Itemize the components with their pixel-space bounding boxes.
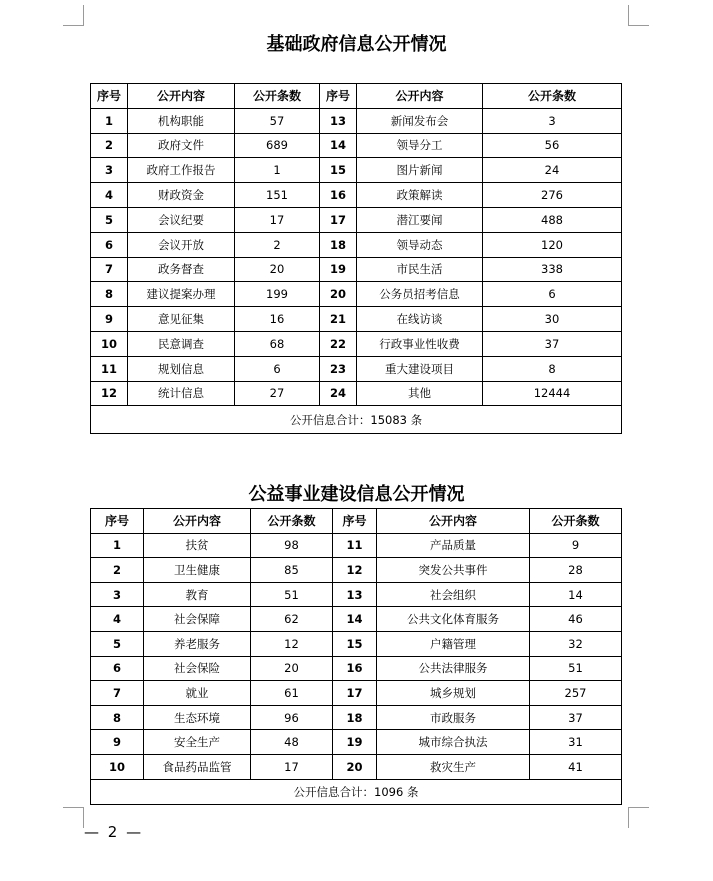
table-cell: 13 xyxy=(320,108,357,133)
table-cell: 7 xyxy=(91,681,144,706)
public-welfare-info-table xyxy=(90,508,622,805)
table-cell: 37 xyxy=(483,331,622,356)
table-cell: 338 xyxy=(483,257,622,282)
table-cell: 51 xyxy=(251,582,333,607)
table-cell: 4 xyxy=(91,607,144,632)
column-header: 公开条数 xyxy=(483,84,622,109)
table-cell: 4 xyxy=(91,183,128,208)
table-cell: 9 xyxy=(530,533,622,558)
table-cell: 199 xyxy=(235,282,320,307)
table-cell: 12444 xyxy=(483,381,622,406)
table-cell: 1 xyxy=(91,108,128,133)
table-cell: 18 xyxy=(320,232,357,257)
table-cell: 救灾生产 xyxy=(377,754,530,779)
table-cell: 9 xyxy=(91,307,128,332)
table-cell: 68 xyxy=(235,331,320,356)
table-cell: 财政资金 xyxy=(128,183,235,208)
table-cell: 7 xyxy=(91,257,128,282)
table-cell: 社会保障 xyxy=(144,607,251,632)
table-cell: 生态环境 xyxy=(144,705,251,730)
table-cell: 98 xyxy=(251,533,333,558)
table-cell: 公共法律服务 xyxy=(377,656,530,681)
table-cell: 11 xyxy=(91,356,128,381)
table-cell: 政府文件 xyxy=(128,133,235,158)
table-cell: 23 xyxy=(320,356,357,381)
table-cell: 公务员招考信息 xyxy=(357,282,483,307)
table-cell: 2 xyxy=(91,133,128,158)
table-cell: 意见征集 xyxy=(128,307,235,332)
table-cell: 61 xyxy=(251,681,333,706)
table-cell: 13 xyxy=(333,582,377,607)
table-cell: 就业 xyxy=(144,681,251,706)
crop-mark-bottom-left xyxy=(63,807,84,828)
table-cell: 建议提案办理 xyxy=(128,282,235,307)
table-cell: 31 xyxy=(530,730,622,755)
column-header: 公开内容 xyxy=(377,509,530,534)
gov-info-table xyxy=(90,83,622,434)
page-number-value: 2 xyxy=(107,823,120,841)
table-cell: 在线访谈 xyxy=(357,307,483,332)
table-cell: 安全生产 xyxy=(144,730,251,755)
table-cell: 8 xyxy=(483,356,622,381)
table-cell: 19 xyxy=(320,257,357,282)
table-cell: 8 xyxy=(91,282,128,307)
table-row xyxy=(91,257,622,282)
table-row xyxy=(91,730,622,755)
table-cell: 新闻发布会 xyxy=(357,108,483,133)
table-cell: 市政服务 xyxy=(377,705,530,730)
table-cell: 14 xyxy=(333,607,377,632)
table-cell: 城乡规划 xyxy=(377,681,530,706)
table-cell: 教育 xyxy=(144,582,251,607)
table-row xyxy=(91,331,622,356)
table-cell: 卫生健康 xyxy=(144,558,251,583)
total-row xyxy=(91,406,622,434)
table-row xyxy=(91,307,622,332)
table-cell: 6 xyxy=(483,282,622,307)
table-cell: 24 xyxy=(320,381,357,406)
table-row xyxy=(91,631,622,656)
table-cell: 56 xyxy=(483,133,622,158)
table-cell: 17 xyxy=(320,207,357,232)
table-cell: 2 xyxy=(235,232,320,257)
table-cell: 社会保险 xyxy=(144,656,251,681)
table-cell: 17 xyxy=(251,754,333,779)
table-row xyxy=(91,754,622,779)
table-cell: 潜江要闻 xyxy=(357,207,483,232)
table-cell: 17 xyxy=(333,681,377,706)
table-cell: 产品质量 xyxy=(377,533,530,558)
column-header: 序号 xyxy=(320,84,357,109)
table-cell: 食品药品监管 xyxy=(144,754,251,779)
crop-mark-bottom-right xyxy=(628,807,649,828)
table-cell: 96 xyxy=(251,705,333,730)
header-row xyxy=(91,84,622,109)
table-cell: 20 xyxy=(333,754,377,779)
table-row xyxy=(91,582,622,607)
table-cell: 会议纪要 xyxy=(128,207,235,232)
table-cell: 21 xyxy=(320,307,357,332)
column-header: 公开条数 xyxy=(530,509,622,534)
table-row xyxy=(91,533,622,558)
table-cell: 1 xyxy=(91,533,144,558)
table-cell: 22 xyxy=(320,331,357,356)
table-cell: 11 xyxy=(333,533,377,558)
table-cell: 12 xyxy=(333,558,377,583)
column-header: 公开内容 xyxy=(128,84,235,109)
table-cell: 行政事业性收费 xyxy=(357,331,483,356)
table-cell: 机构职能 xyxy=(128,108,235,133)
table-cell: 养老服务 xyxy=(144,631,251,656)
table-cell: 32 xyxy=(530,631,622,656)
table-cell: 276 xyxy=(483,183,622,208)
total-row xyxy=(91,779,622,804)
table-cell: 85 xyxy=(251,558,333,583)
table-cell: 37 xyxy=(530,705,622,730)
table-2-title: 公益事业建设信息公开情况 xyxy=(248,484,465,505)
table-cell: 领导动态 xyxy=(357,232,483,257)
table-row xyxy=(91,108,622,133)
table-cell: 488 xyxy=(483,207,622,232)
table-cell: 统计信息 xyxy=(128,381,235,406)
table-cell: 48 xyxy=(251,730,333,755)
table-cell: 20 xyxy=(251,656,333,681)
table-cell: 20 xyxy=(320,282,357,307)
table-cell: 社会组织 xyxy=(377,582,530,607)
table-cell: 57 xyxy=(235,108,320,133)
table-cell: 其他 xyxy=(357,381,483,406)
header-row xyxy=(91,509,622,534)
table-cell: 扶贫 xyxy=(144,533,251,558)
table-cell: 突发公共事件 xyxy=(377,558,530,583)
table-cell: 12 xyxy=(251,631,333,656)
table-row xyxy=(91,158,622,183)
column-header: 公开条数 xyxy=(251,509,333,534)
table-cell: 民意调查 xyxy=(128,331,235,356)
table-cell: 图片新闻 xyxy=(357,158,483,183)
table-row xyxy=(91,133,622,158)
table-row xyxy=(91,232,622,257)
table-cell: 政策解读 xyxy=(357,183,483,208)
table-row xyxy=(91,282,622,307)
table-cell: 户籍管理 xyxy=(377,631,530,656)
table-cell: 17 xyxy=(235,207,320,232)
table-cell: 18 xyxy=(333,705,377,730)
column-header: 公开内容 xyxy=(144,509,251,534)
table-row xyxy=(91,681,622,706)
table-cell: 9 xyxy=(91,730,144,755)
column-header: 序号 xyxy=(333,509,377,534)
column-header: 公开条数 xyxy=(235,84,320,109)
table-cell: 5 xyxy=(91,207,128,232)
table-cell: 46 xyxy=(530,607,622,632)
table-1-title: 基础政府信息公开情况 xyxy=(266,34,447,55)
total-cell: 公开信息合计：15083 条 xyxy=(91,406,622,434)
table-cell: 120 xyxy=(483,232,622,257)
table-cell: 20 xyxy=(235,257,320,282)
table-cell: 51 xyxy=(530,656,622,681)
table-cell: 市民生活 xyxy=(357,257,483,282)
table-cell: 政务督查 xyxy=(128,257,235,282)
table-cell: 16 xyxy=(320,183,357,208)
table-row xyxy=(91,381,622,406)
table-cell: 28 xyxy=(530,558,622,583)
table-cell: 政府工作报告 xyxy=(128,158,235,183)
table-cell: 城市综合执法 xyxy=(377,730,530,755)
column-header: 公开内容 xyxy=(357,84,483,109)
table-cell: 重大建设项目 xyxy=(357,356,483,381)
table-cell: 19 xyxy=(333,730,377,755)
table-cell: 3 xyxy=(91,158,128,183)
table-cell: 16 xyxy=(235,307,320,332)
total-cell: 公开信息合计：1096 条 xyxy=(91,779,622,804)
table-row xyxy=(91,656,622,681)
table-cell: 41 xyxy=(530,754,622,779)
table-cell: 10 xyxy=(91,331,128,356)
table-cell: 公共文化体育服务 xyxy=(377,607,530,632)
table-row xyxy=(91,207,622,232)
table-cell: 14 xyxy=(320,133,357,158)
table-cell: 8 xyxy=(91,705,144,730)
table-cell: 规划信息 xyxy=(128,356,235,381)
table-row xyxy=(91,705,622,730)
table-row xyxy=(91,356,622,381)
table-cell: 15 xyxy=(333,631,377,656)
table-cell: 会议开放 xyxy=(128,232,235,257)
table-cell: 151 xyxy=(235,183,320,208)
table-cell: 62 xyxy=(251,607,333,632)
table-row xyxy=(91,183,622,208)
crop-mark-top-right xyxy=(628,5,649,26)
table-cell: 3 xyxy=(483,108,622,133)
table-cell: 领导分工 xyxy=(357,133,483,158)
table-row xyxy=(91,607,622,632)
table-cell: 3 xyxy=(91,582,144,607)
page-number: — 2 — xyxy=(84,823,144,841)
table-cell: 6 xyxy=(91,656,144,681)
table-cell: 15 xyxy=(320,158,357,183)
table-cell: 1 xyxy=(235,158,320,183)
table-cell: 689 xyxy=(235,133,320,158)
table-cell: 10 xyxy=(91,754,144,779)
table-cell: 27 xyxy=(235,381,320,406)
crop-mark-top-left xyxy=(63,5,84,26)
table-cell: 2 xyxy=(91,558,144,583)
table-cell: 5 xyxy=(91,631,144,656)
column-header: 序号 xyxy=(91,509,144,534)
table-cell: 30 xyxy=(483,307,622,332)
column-header: 序号 xyxy=(91,84,128,109)
table-cell: 6 xyxy=(91,232,128,257)
table-cell: 12 xyxy=(91,381,128,406)
table-cell: 24 xyxy=(483,158,622,183)
table-cell: 6 xyxy=(235,356,320,381)
table-cell: 14 xyxy=(530,582,622,607)
table-row xyxy=(91,558,622,583)
table-cell: 257 xyxy=(530,681,622,706)
table-cell: 16 xyxy=(333,656,377,681)
